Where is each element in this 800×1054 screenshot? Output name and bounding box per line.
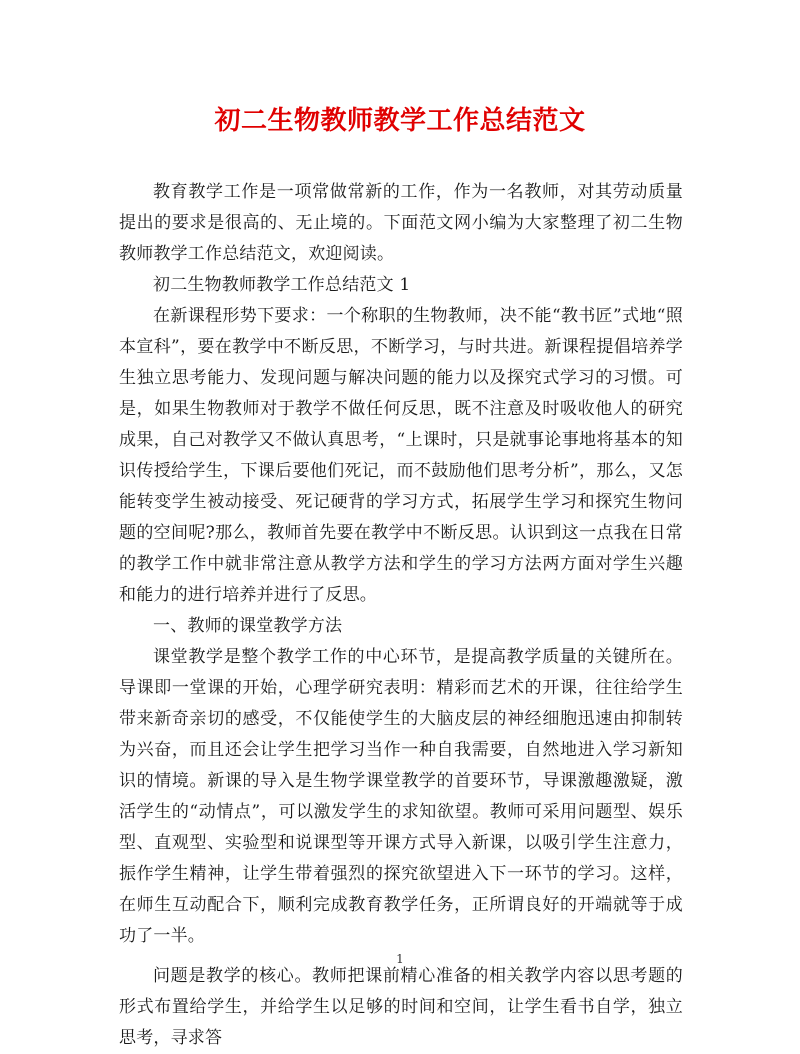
page-number: 1 [396,952,404,966]
paragraph-questions: 问题是教学的核心。教师把课前精心准备的相关教学内容以思考题的形式布置给学生，并给学生以足够的时间和空间，让学生看书自学，独立思考，寻求答 [119,966,683,1048]
document-title: 初二生物教师教学工作总结范文 [214,106,586,136]
paragraph-reflection: 在新课程形势下要求：一个称职的生物教师，决不能“教书匠”式地“照本宣科”，要在教学中不断反思，不断学习，与时共进。新课程提倡培养学生独立思考能力、发现问题与解决问题的能力以及探究式学习的习惯。可是，如果生物教师对于教学不做任何反思，既不注意及时吸收他人的研究成果，自己对教学又不做认真思考，“上课时，只是就事论事地将基本的知识传授给学生，下课后要他们死记，而不鼓励他们思考分析”，那么，又怎能转变学生被动接受、死记硬背的学习方式，拓展学生学习和探究生物问题的空间呢?那么，教师首先要在教学中不断反思。认识到这一点我在日常的教学工作中就非常注意从教学方法和学生的学习方法两方面对学生兴趣和能力的进行培养并进行了反思。 [119,306,683,605]
paragraph-intro: 教育教学工作是一项常做常新的工作，作为一名教师，对其劳动质量提出的要求是很高的、无止境的。下面范文网小编为大家整理了初二生物教师教学工作总结范文，欢迎阅读。 [119,182,683,264]
paragraph-classroom-teaching: 课堂教学是整个教学工作的中心环节，是提高教学质量的关键所在。导课即一堂课的开始，心理学研究表明：精彩而艺术的开课，往往给学生带来新奇亲切的感受，不仅能使学生的大脑皮层的神经细胞迅速由抑制转为兴奋，而且还会让学生把学习当作一种自我需要，自然地进入学习新知识的情境。新课的导入是生物学课堂教学的首要环节，导课激趣激疑，激活学生的“动情点”，可以激发学生的求知欲望。教师可采用问题型、娱乐型、直观型、实验型和说课型等开课方式导入新课，以吸引学生注意力，振作学生精神，让学生带着强烈的探究欲望进入下一环节的学习。这样，在师生互动配合下，顺利完成教育教学任务，正所谓良好的开端就等于成功了一半。 [119,647,683,946]
paragraph-subtitle: 初二生物教师教学工作总结范文 1 [153,275,411,295]
section-heading-teaching-method: 一、教师的课堂教学方法 [153,616,343,636]
document-body [119,177,683,1054]
